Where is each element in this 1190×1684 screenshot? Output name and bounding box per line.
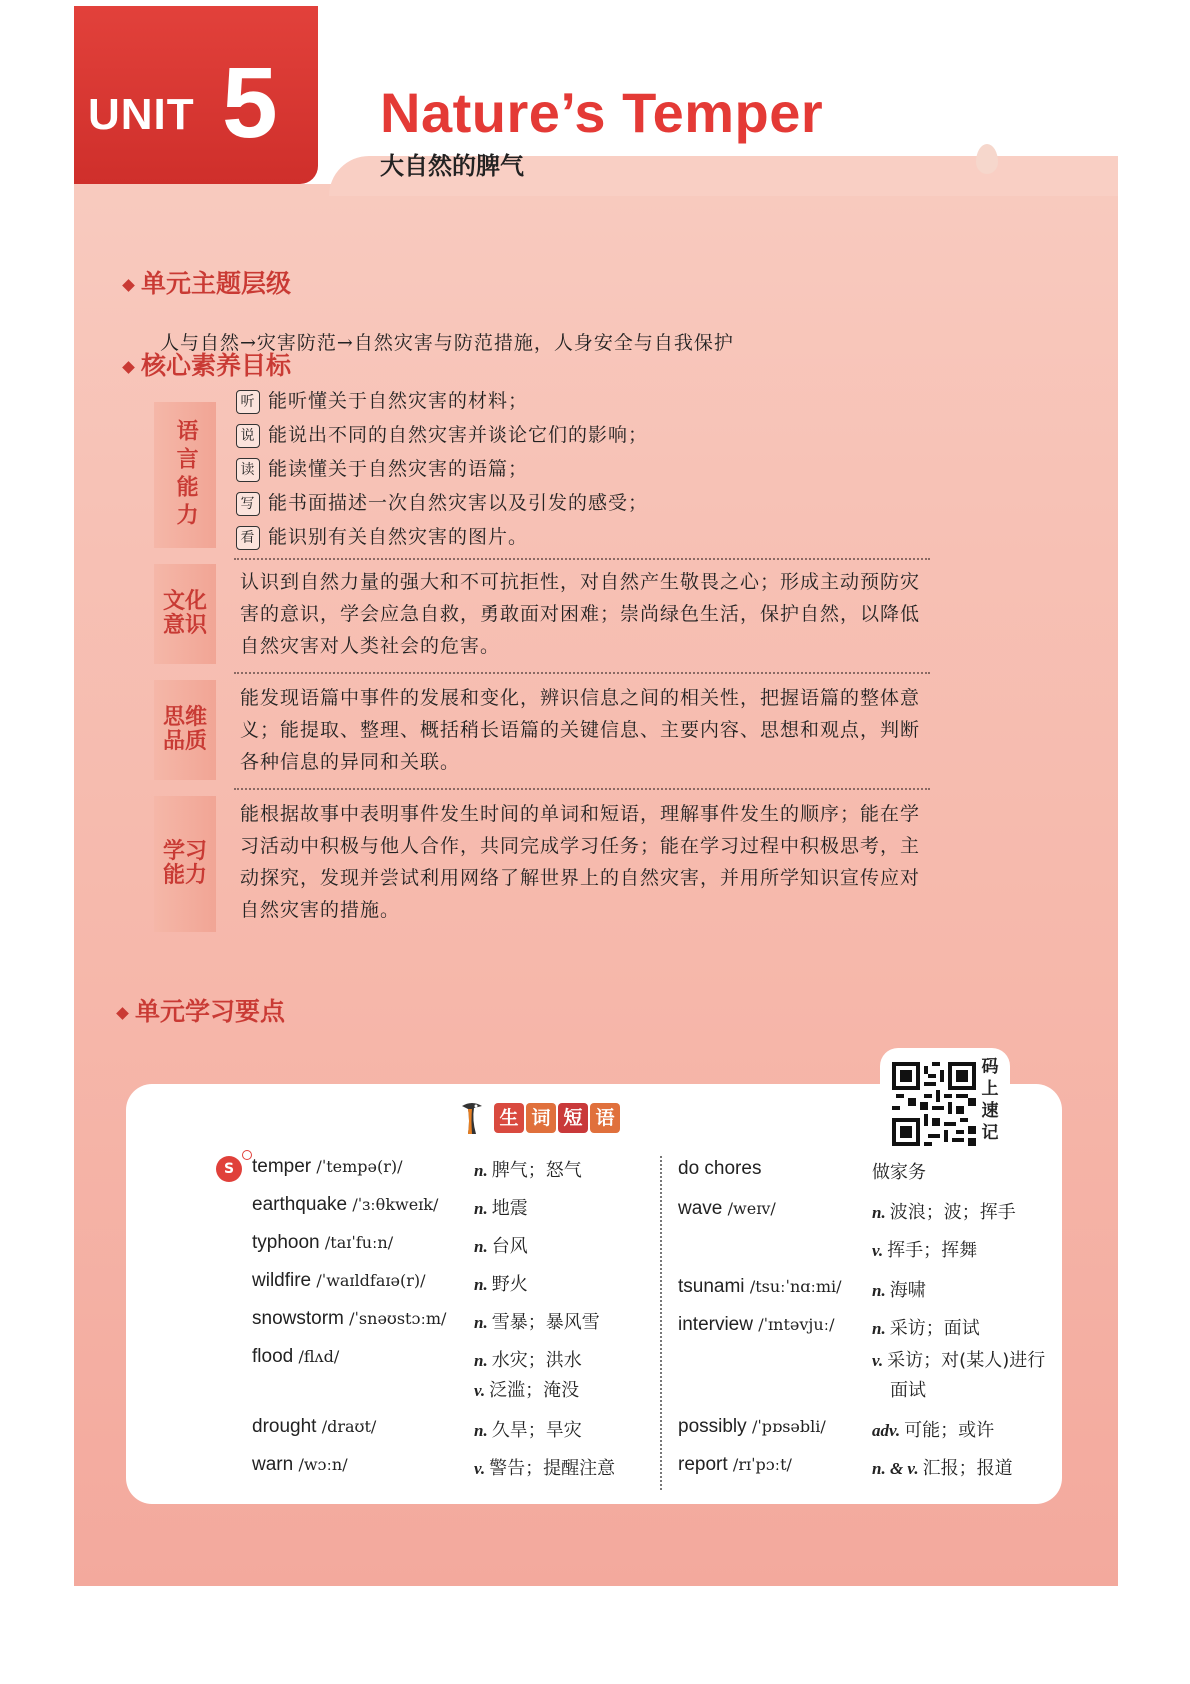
vocab-word: wildfire /ˈwaɪldfaɪə(r)/: [252, 1270, 426, 1291]
vocab-meaning: n. 水灾；洪水: [474, 1350, 582, 1371]
theme-text: 人与自然→灾害防范→自然灾害与防范措施，人身安全与自我保护: [160, 332, 734, 354]
vocab-meaning: n. 台风: [474, 1236, 528, 1257]
vocab-meaning: n. 久旱；旱灾: [474, 1420, 582, 1441]
goals-heading: 核心素养目标: [124, 346, 291, 382]
vocab-meaning: n. 地震: [474, 1198, 528, 1219]
qr-code-icon[interactable]: [892, 1062, 976, 1146]
vocab-word: flood /flʌd/: [252, 1346, 340, 1367]
goal-label-culture: 文化意识: [154, 564, 216, 664]
vocab-word: wave /weɪv/: [678, 1198, 776, 1219]
vocab-title-char: 生: [494, 1103, 524, 1133]
vocab-meaning: n. 海啸: [872, 1280, 926, 1301]
vocab-meaning: n. 采访；面试: [872, 1318, 980, 1339]
goal-label-language: 语言能力: [154, 402, 216, 548]
qr-code-panel[interactable]: [880, 1048, 1010, 1148]
view-tag: 看: [236, 526, 260, 550]
vocab-meaning: 做家务: [872, 1162, 926, 1183]
vocab-meaning: adv. 可能；或许: [872, 1420, 995, 1441]
vocab-meaning: 面试: [890, 1380, 926, 1401]
bird-mascot-icon: [458, 1100, 486, 1136]
vocab-word: earthquake /ˈɜːθkweɪk/: [252, 1194, 439, 1215]
skill-speak: 说 能说出不同的自然灾害并谈论它们的影响；: [236, 420, 648, 448]
vocab-meaning: n. 波浪；波；挥手: [872, 1202, 1016, 1223]
diamond-bullet-icon: [116, 1007, 129, 1020]
culture-text: 认识到自然力量的强大和不可抗拒性，对自然产生敬畏之心；形成主动预防灾害的意识，学会应急自救，勇敢面对困难；崇尚绿色生活，保护自然，以降低自然灾害对人类社会的危害。: [240, 571, 921, 657]
qr-label: 码上速记: [981, 1057, 999, 1143]
points-heading: 单元学习要点: [118, 992, 285, 1028]
skill-listen: 听 能听懂关于自然灾害的材料；: [236, 386, 528, 414]
vocab-word: snowstorm /ˈsnəʊstɔːm/: [252, 1308, 447, 1329]
unit-number: 5: [222, 47, 278, 159]
unit-badge: [74, 6, 318, 184]
vocab-word: warn /wɔːn/: [252, 1454, 348, 1475]
vocab-word: tsunami /tsuːˈnɑːmi/: [678, 1276, 842, 1297]
unit-word: UNIT: [88, 90, 195, 139]
speak-tag: 说: [236, 424, 260, 448]
skill-view: 看 能识别有关自然灾害的图片。: [236, 522, 528, 550]
diamond-bullet-icon: [122, 279, 135, 292]
water-drop-icon: [976, 144, 998, 174]
divider: [234, 788, 930, 790]
page-title: Nature’s Temper: [380, 81, 824, 144]
goal-label-thinking: 思维品质: [154, 680, 216, 780]
vocab-title-char: 词: [526, 1103, 556, 1133]
column-divider: [660, 1156, 662, 1490]
vocab-word: report /rɪˈpɔːt/: [678, 1454, 792, 1475]
thinking-text: 能发现语篇中事件的发展和变化，辨识信息之间的相关性，把握语篇的整体意义；能提取、整理、概括稍长语篇的关键信息、主要内容、思想和观点，判断各种信息的异同和关联。: [240, 687, 921, 773]
vocab-meaning: n. 野火: [474, 1274, 528, 1295]
vocab-title: [458, 1100, 622, 1136]
learning-text: 能根据故事中表明事件发生时间的单词和短语，理解事件发生的顺序；能在学习活动中积极与他人合作，共同完成学习任务；能在学习过程中积极思考，主动探究，发现并尝试利用网络了解世界上的自然灾害，并用所学知识宣传应对自然灾害的措施。: [240, 803, 921, 921]
vocab-meaning: v. 泛滥；淹没: [474, 1380, 580, 1401]
vocab-meaning: n. 脾气；怒气: [474, 1160, 582, 1181]
vocab-word: typhoon /taɪˈfuːn/: [252, 1232, 394, 1253]
skill-write: 写 能书面描述一次自然灾害以及引发的感受；: [236, 488, 648, 516]
vocab-word: do chores: [678, 1158, 762, 1179]
vocab-word: drought /draʊt/: [252, 1416, 377, 1437]
divider: [234, 558, 930, 560]
goal-label-learning: 学习能力: [154, 796, 216, 932]
read-tag: 读: [236, 458, 260, 482]
page-background: [74, 6, 1118, 1586]
vocab-meaning: v. 挥手；挥舞: [872, 1240, 978, 1261]
divider: [234, 672, 930, 674]
write-tag: 写: [236, 492, 260, 516]
vocab-title-char: 语: [590, 1103, 620, 1133]
vocab-meaning: n. 雪暴；暴风雪: [474, 1312, 600, 1333]
vocab-word: possibly /ˈpɒsəbli/: [678, 1416, 826, 1437]
vocab-meaning: v. 警告；提醒注意: [474, 1458, 616, 1479]
diamond-bullet-icon: [122, 361, 135, 374]
speaker-s-icon[interactable]: S: [216, 1156, 242, 1182]
speaker-dot-icon: [242, 1150, 252, 1160]
listen-tag: 听: [236, 390, 260, 414]
vocab-title-char: 短: [558, 1103, 588, 1133]
theme-heading: 单元主题层级: [124, 264, 291, 300]
vocab-word: interview /ˈɪntəvjuː/: [678, 1314, 835, 1335]
skill-read: 读 能读懂关于自然灾害的语篇；: [236, 454, 528, 482]
vocab-word: temper /ˈtempə(r)/: [252, 1156, 403, 1177]
page-subtitle: 大自然的脾气: [380, 152, 524, 180]
vocab-meaning: n. & v. 汇报；报道: [872, 1458, 1013, 1479]
vocab-meaning: v. 采访；对(某人)进行: [872, 1350, 1046, 1371]
